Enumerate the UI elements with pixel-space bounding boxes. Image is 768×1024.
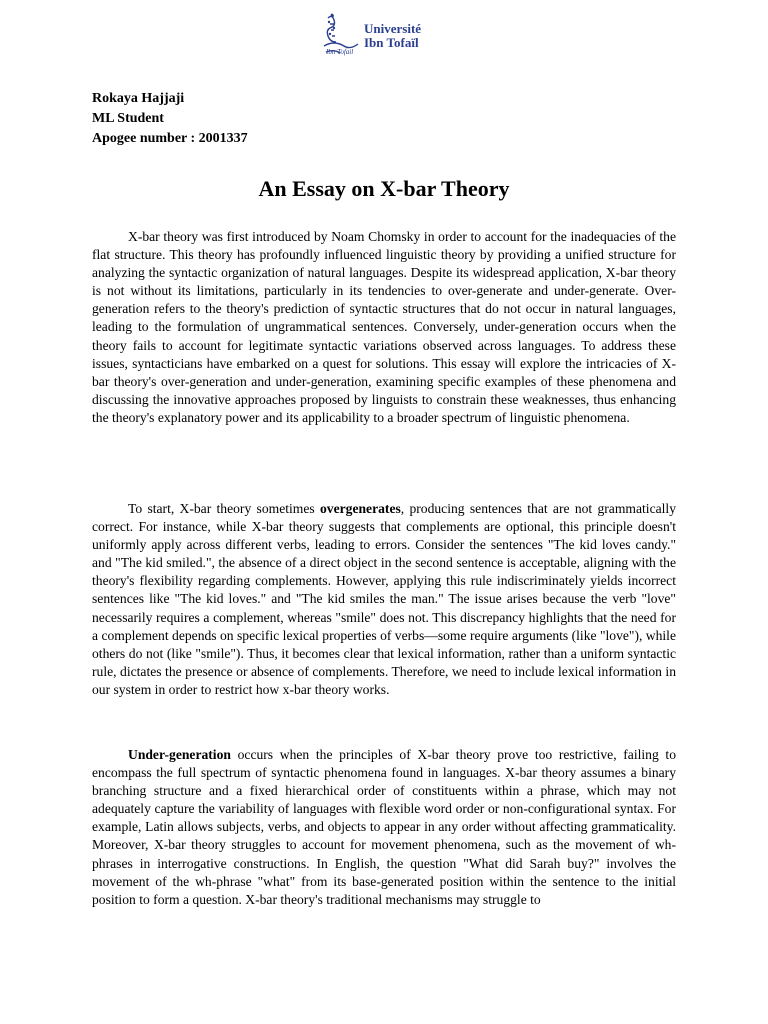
term-under-generation: Under-generation <box>128 747 231 762</box>
logo-line-1: Université <box>364 21 422 36</box>
author-block <box>92 89 248 149</box>
author-name: Rokaya Hajjaji <box>92 91 185 106</box>
university-emblem-icon <box>320 12 364 64</box>
para-text: To start, X-bar theory sometimes <box>128 501 320 516</box>
overgeneration-paragraph <box>92 500 676 699</box>
para-text: occurs when the principles of X-bar theory prove too restrictive, failing to encompass the full spectrum of syntactic phenomena found in languages. X-bar theory assumes a binary branching structure and a fixed hierarchical order of constituents within a phrase, which may not adequately capture the variability of languages with flexible word order or non-configurational syntax. For example, Latin allows subjects, verbs, and objects to appear in any order without affecting grammaticality. Moreover, X-bar theory struggles to account for movement phenomena, such as the movement of wh- phrases in interrogative constructions. In English, the question "What did Sarah buy?" involves the movement of the wh-phrase "what" from its base-generated position within the sentence to the initial position to form a question. X-bar theory's traditional mechanisms may struggle to <box>92 747 676 907</box>
para-text: , producing sentences that are not grammatically correct. For instance, while X-bar theory suggests that complements are optional, this principle doesn't uniformly apply across different verbs, leading to errors. Consider the sentences "The kid loves candy." and "The kid smiled.", the absence of a direct object in the second sentence is acceptable, aligning with the theory's flexibility regarding complements. However, applying this rule indiscriminately yields incorrect sentences like "The kid loves." and "The kid smiles the man." The issue arises because the verb "love" necessarily requires a complement, whereas "smile" does not. This discrepancy highlights that the need for a complement depends on specific lexical properties of verbs—some require arguments (like "love"), while others do not (like "smile"). Thus, it becomes clear that lexical information, rather than a uniform syntactic rule, dictates the presence or absence of complements. Therefore, we need to include lexical information in our system in order to restrict how x-bar theory works. <box>92 501 676 697</box>
university-logo <box>320 12 444 64</box>
apogee-number: Apogee number : 2001337 <box>92 131 248 146</box>
intro-paragraph: X-bar theory was first introduced by Noam Chomsky in order to account for the inadequacies of the flat structure. This theory has profoundly influenced linguistic theory by providing a unified structure for analyzing the syntactic organization of natural languages. Despite its widespread application, X-bar theory is not without its limitations, particularly in its tendencies to over-generate and under-generate. Over-generation refers to the theory's prediction of syntactic structures that do not occur in natural languages, leading to the formulation of ungrammatical sentences. Conversely, under-generation occurs when the theory fails to account for legitimate syntactic variations observed across languages. To address these issues, syntacticians have embarked on a quest for solutions. This essay will explore the intricacies of X-bar theory's over-generation and under-generation, examining specific examples of these phenomena and discussing the innovative approaches proposed by linguists to constrain these weaknesses, thus enhancing the theory's explanatory power and its applicability to a broader spectrum of linguistic phenomena. <box>92 229 676 425</box>
logo-caption: Ibn Tofail <box>326 48 354 56</box>
undergeneration-paragraph <box>92 746 676 909</box>
logo-line-2: Ibn Tofaïl <box>364 35 419 50</box>
author-role: ML Student <box>92 111 164 126</box>
term-overgenerates: overgenerates <box>320 501 401 516</box>
university-name <box>364 22 421 50</box>
essay-title: An Essay on X-bar Theory <box>258 176 510 201</box>
